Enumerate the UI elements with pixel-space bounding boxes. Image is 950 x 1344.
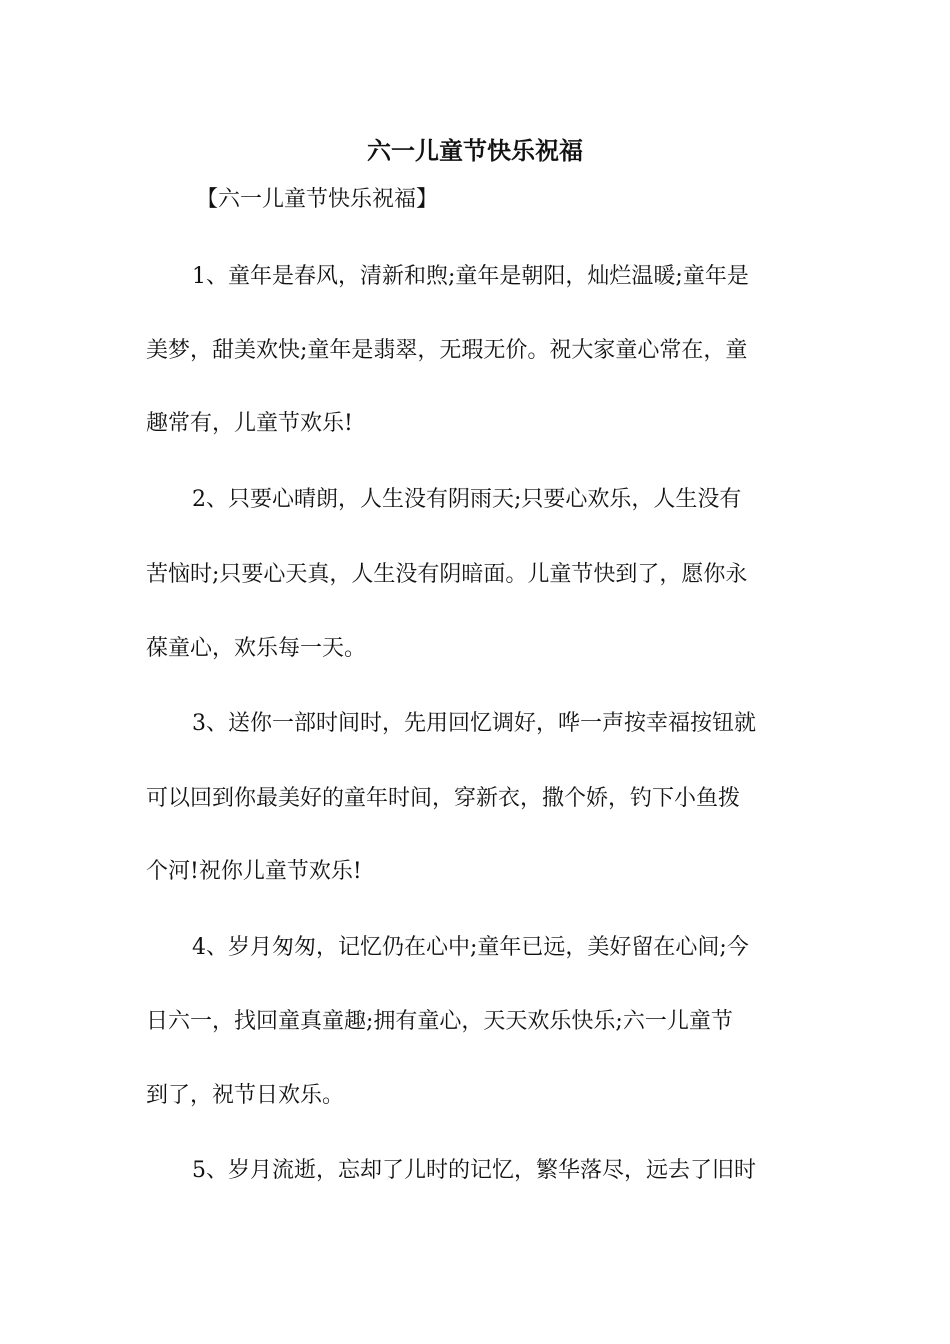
paragraph-2-line-3: 葆童心，欢乐每一天。 — [146, 636, 367, 661]
paragraph-1-line-3: 趣常有，儿童节欢乐! — [146, 411, 353, 436]
paragraph-3-line-2: 可以回到你最美好的童年时间，穿新衣，撒个娇，钓下小鱼拨 — [146, 786, 741, 811]
paragraph-3-line-1: 3、送你一部时间时，先用回忆调好，哗一声按幸福按钮就 — [192, 711, 756, 736]
paragraph-2-line-1: 2、只要心晴朗，人生没有阴雨天;只要心欢乐，人生没有 — [192, 487, 742, 512]
paragraph-4-line-3: 到了，祝节日欢乐。 — [146, 1083, 345, 1108]
document-title: 六一儿童节快乐祝福 — [367, 136, 583, 165]
paragraph-1-line-1: 1、童年是春风，清新和煦;童年是朝阳，灿烂温暖;童年是 — [192, 264, 749, 289]
paragraph-5-line-1: 5、岁月流逝，忘却了儿时的记忆，繁华落尽，远去了旧时 — [192, 1158, 756, 1183]
paragraph-4-line-1: 4、岁月匆匆，记忆仍在心中;童年已远，美好留在心间;今 — [192, 935, 749, 960]
paragraph-2-line-2: 苦恼时;只要心天真，人生没有阴暗面。儿童节快到了，愿你永 — [146, 562, 748, 587]
document-subtitle: 【六一儿童节快乐祝福】 — [196, 187, 439, 212]
paragraph-3-line-3: 个河!祝你儿童节欢乐! — [146, 859, 362, 884]
paragraph-1-line-2: 美梦，甜美欢快;童年是翡翠，无瑕无价。祝大家童心常在，童 — [146, 338, 748, 363]
paragraph-4-line-2: 日六一，找回童真童趣;拥有童心，天天欢乐快乐;六一儿童节 — [146, 1009, 733, 1034]
